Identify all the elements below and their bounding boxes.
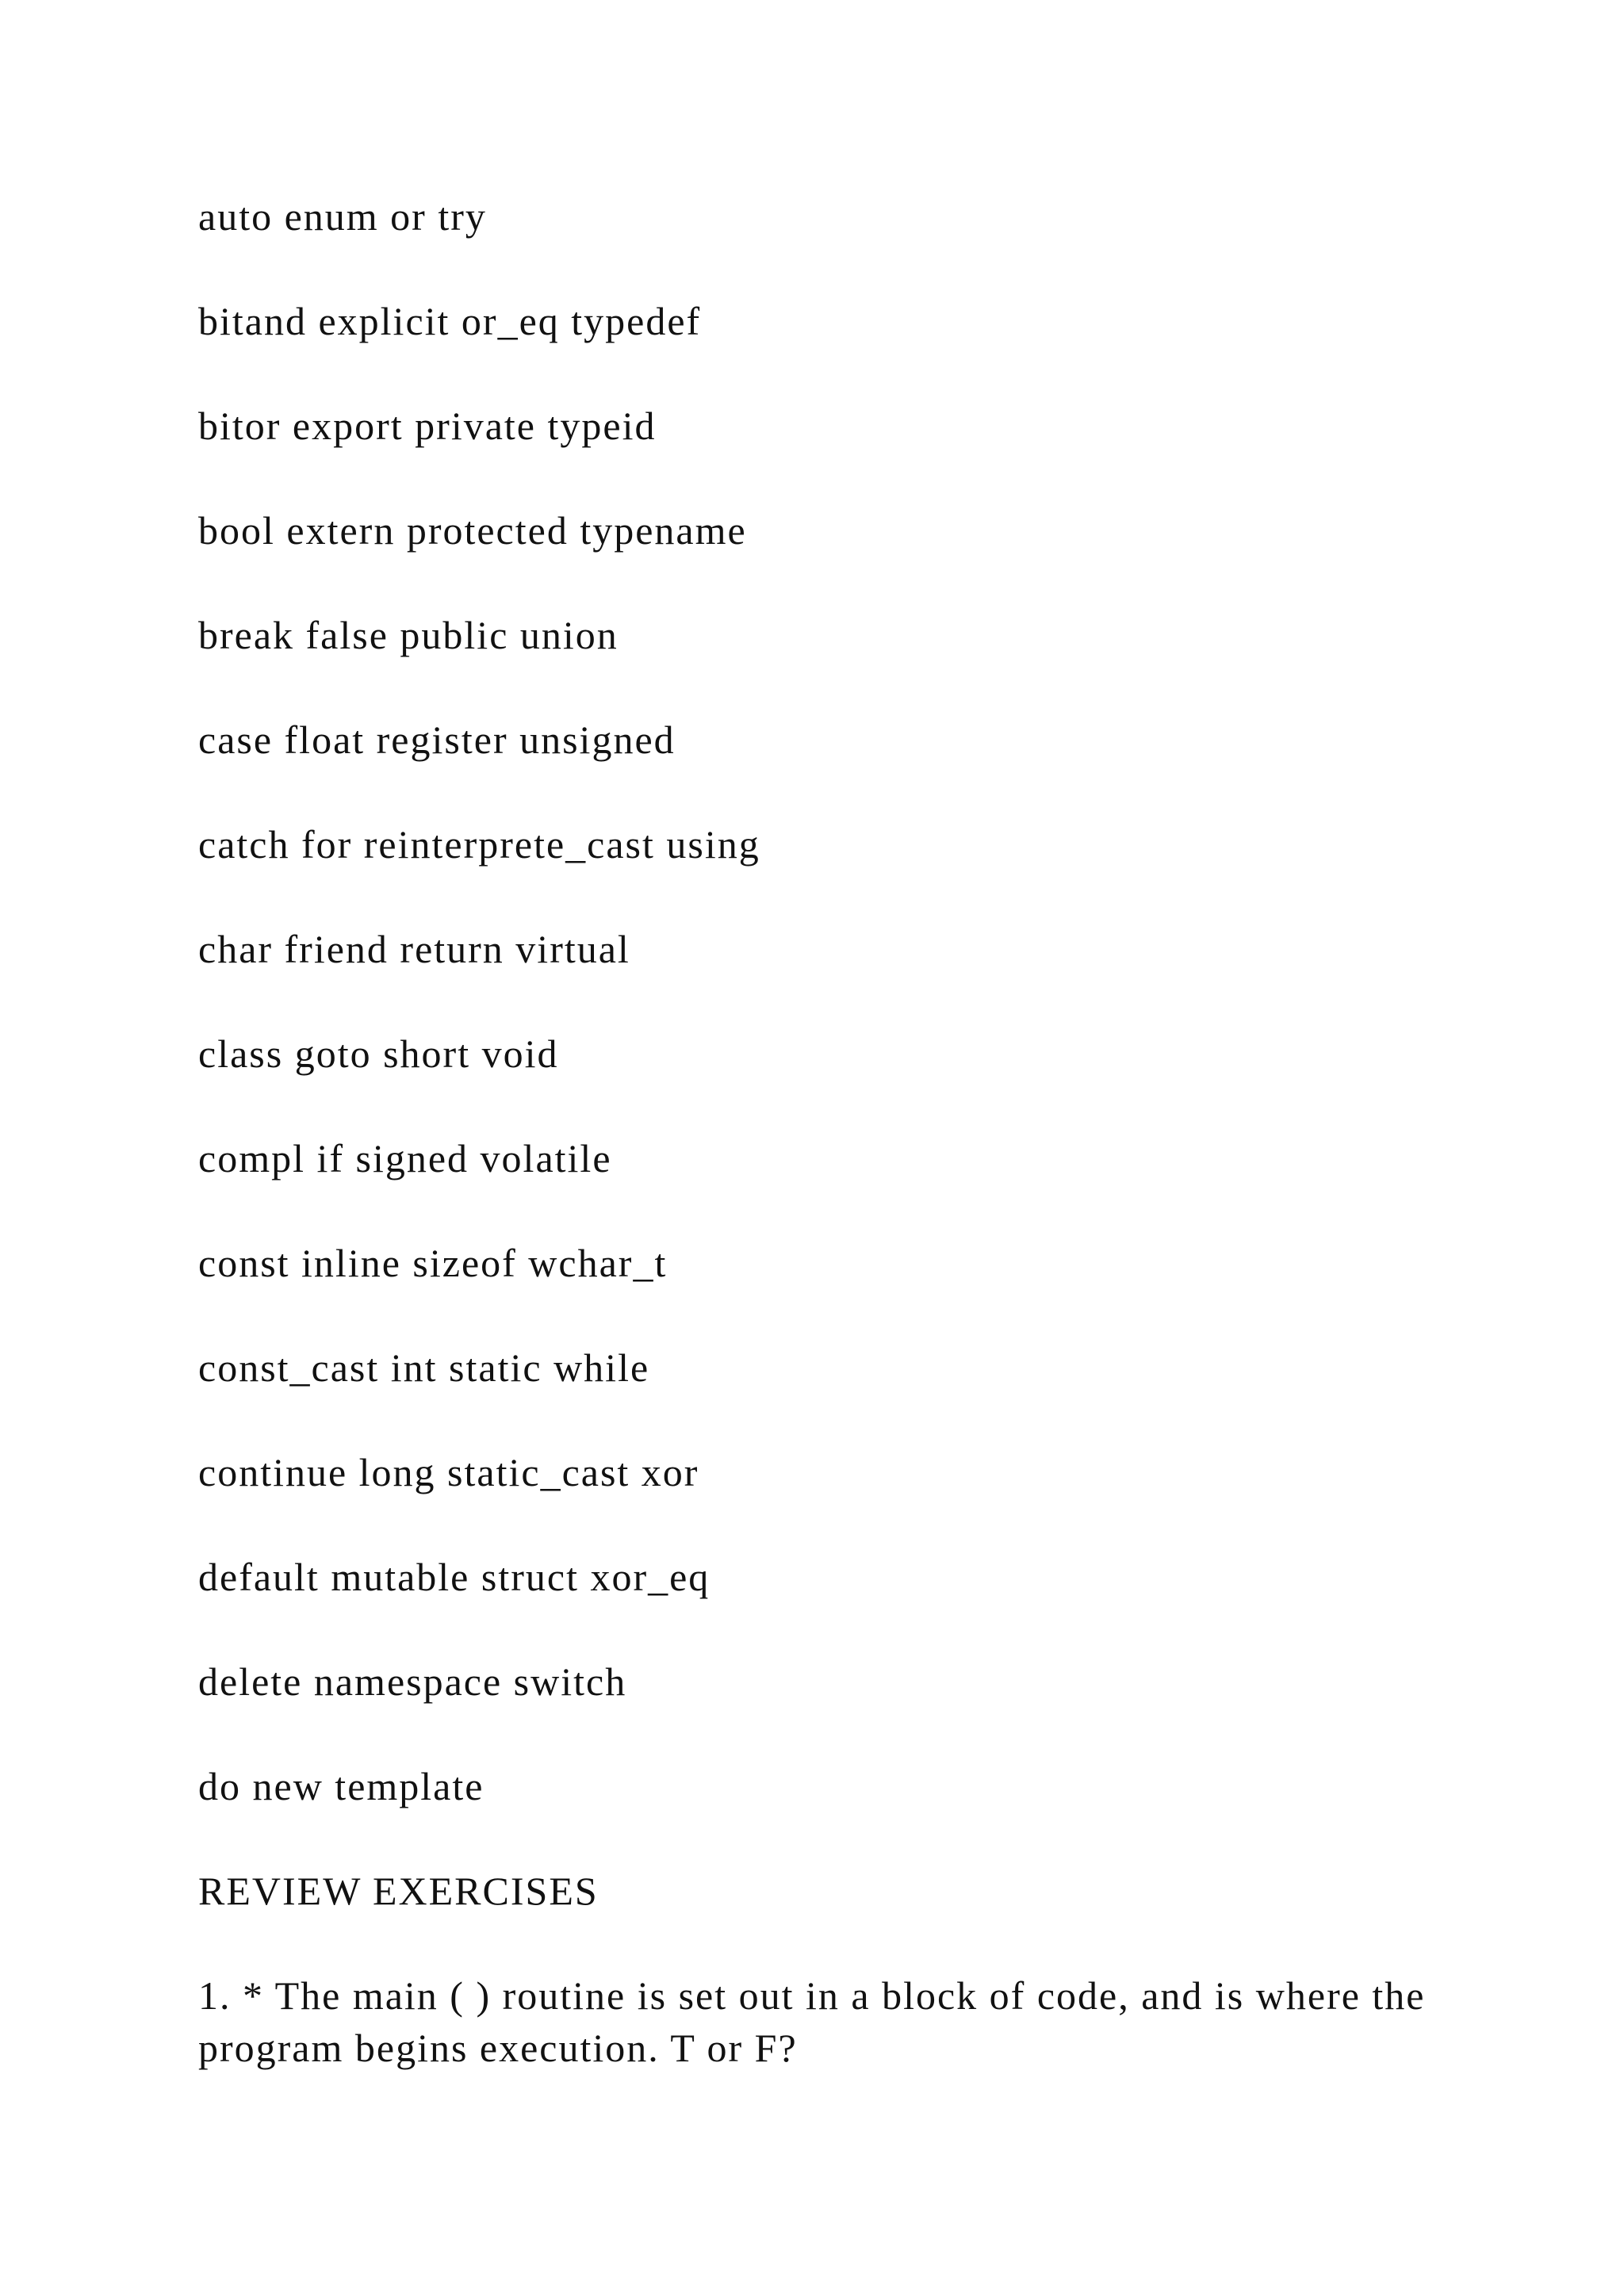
keyword-line: break false public union bbox=[198, 613, 619, 657]
keyword-line: delete namespace switch bbox=[198, 1659, 627, 1704]
keyword-line: do new template bbox=[198, 1764, 485, 1808]
keyword-line: bitand explicit or_eq typedef bbox=[198, 299, 702, 343]
exercise-question: 1. * The main ( ) routine is set out in a block of code, and is where the program begins execution. T or F? bbox=[198, 1973, 1426, 2070]
section-heading: REVIEW EXERCISES bbox=[198, 1869, 599, 1913]
keyword-line: auto enum or try bbox=[198, 194, 487, 239]
keyword-line: case float register unsigned bbox=[198, 718, 676, 762]
keyword-line: default mutable struct xor_eq bbox=[198, 1555, 710, 1599]
keyword-line: const inline sizeof wchar_t bbox=[198, 1241, 668, 1285]
keyword-line: char friend return virtual bbox=[198, 927, 630, 971]
document-body bbox=[198, 190, 1427, 2074]
keyword-line: bool extern protected typename bbox=[198, 508, 747, 553]
keyword-line: const_cast int static while bbox=[198, 1345, 650, 1390]
keyword-line: catch for reinterprete_cast using bbox=[198, 822, 760, 867]
keyword-line: class goto short void bbox=[198, 1031, 559, 1076]
keyword-line: compl if signed volatile bbox=[198, 1136, 612, 1181]
keyword-line: bitor export private typeid bbox=[198, 404, 657, 448]
keyword-line: continue long static_cast xor bbox=[198, 1450, 699, 1494]
